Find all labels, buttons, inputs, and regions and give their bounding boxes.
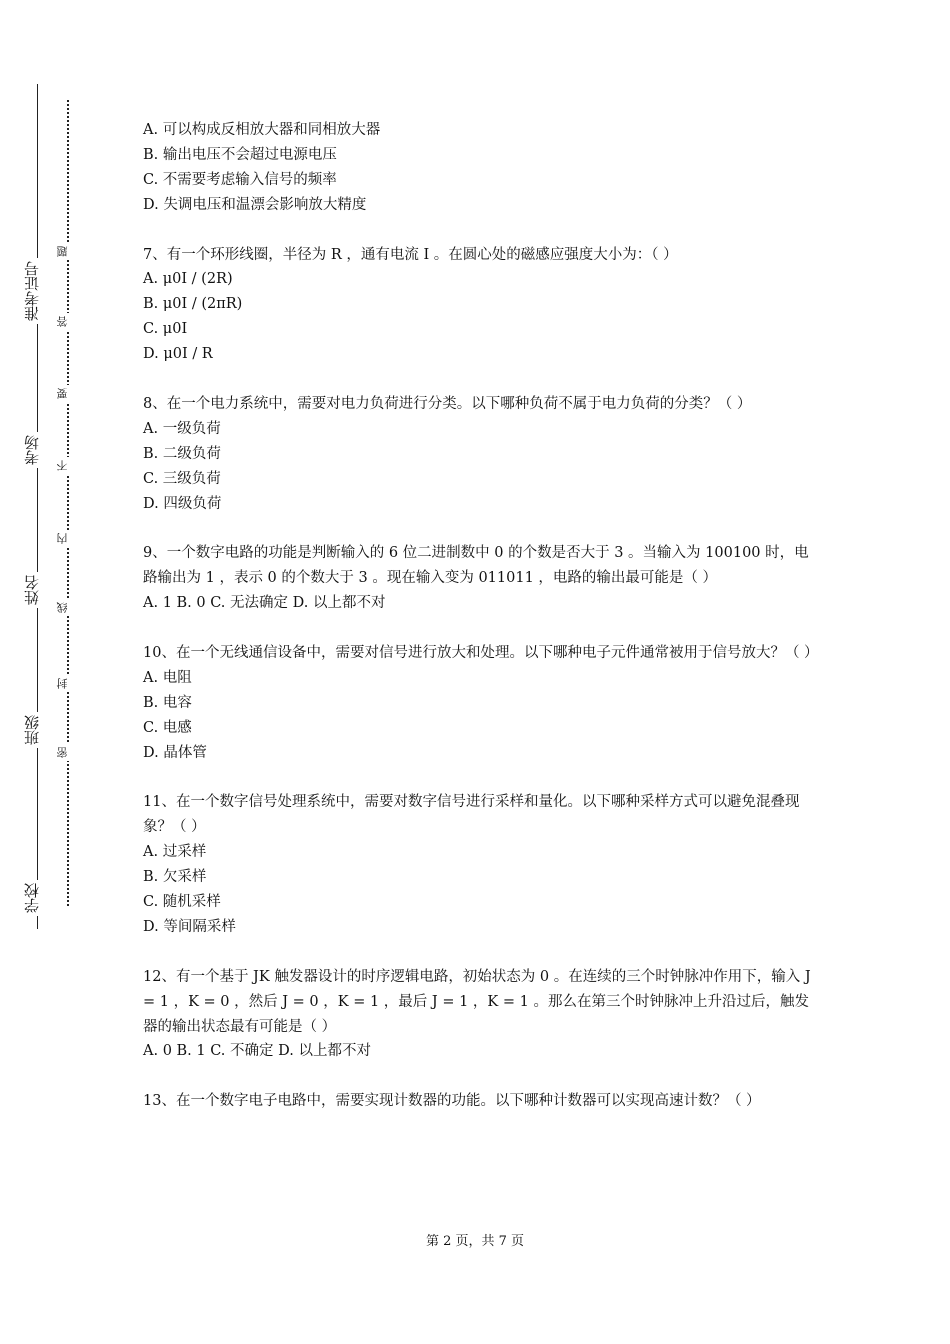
question-9 xyxy=(143,541,815,616)
question-8 xyxy=(143,392,815,517)
option: C. μ0I xyxy=(143,321,188,338)
question-block-6-options xyxy=(143,118,815,218)
question-stem: 12、有一个基于 JK 触发器设计的时序逻辑电路，初始状态为 0 。在连续的三个时钟脉冲作用下，输入 J = 1 ，K = 0 ，然后 J = 0 ，K = 1 ，最后 J = 1 ，K = 1 。那么在第三个时钟脉冲上升沿过后，触发器的输出状态最有可能是（ ） xyxy=(143,968,811,1035)
option: A. 过采样 xyxy=(143,844,207,861)
question-7 xyxy=(143,243,815,368)
option: D. μ0I / R xyxy=(143,346,213,363)
question-stem: 8、在一个电力系统中，需要对电力负荷进行分类。以下哪种负荷不属于电力负荷的分类？（ ） xyxy=(143,395,752,412)
seal-dotted-line xyxy=(67,100,69,906)
question-stem: 7、有一个环形线圈，半径为 R ，通有电流 I 。在圆心处的磁感应强度大小为：（ ） xyxy=(143,246,678,263)
option: A. 一级负荷 xyxy=(143,420,221,437)
field-class: 班级 xyxy=(24,712,50,748)
option: D. 晶体管 xyxy=(143,744,207,761)
option: C. 电感 xyxy=(143,719,192,736)
question-stem: 11、在一个数字信号处理系统中，需要对数字信号进行采样和量化。以下哪种采样方式可以避免混叠现象？（ ） xyxy=(143,794,800,836)
question-stem: 9、一个数字电路的功能是判断输入的 6 位二进制数中 0 的个数是否大于 3 。当输入为 100100 时，电路输出为 1 ，表示 0 的个数大于 3 。现在输入变为 011011 ，电路的输出最可能是（ ） xyxy=(143,545,809,587)
option: A. 电阻 xyxy=(143,669,192,686)
option: B. 输出电压不会超过电源电压 xyxy=(143,146,337,163)
field-exam-room: 考场 xyxy=(24,432,50,468)
seal-char: 封 xyxy=(57,675,77,692)
field-name: 姓名 xyxy=(24,572,50,608)
question-content xyxy=(143,118,819,1114)
option: B. 二级负荷 xyxy=(143,445,221,462)
option: D. 失调电压和温漂会影响放大精度 xyxy=(143,196,367,213)
seal-char: 内 xyxy=(57,530,77,547)
option: B. 电容 xyxy=(143,694,192,711)
option: A. 0 B. 1 C. 不确定 D. 以上都不对 xyxy=(143,1043,371,1060)
seal-char: 密 xyxy=(57,744,77,761)
option: A. 1 B. 0 C. 无法确定 D. 以上都不对 xyxy=(143,595,386,612)
option: C. 随机采样 xyxy=(143,894,221,911)
seal-char: 要 xyxy=(57,385,77,402)
question-11 xyxy=(143,790,815,939)
option: B. μ0I / (2πR) xyxy=(143,296,243,313)
option: C. 不需要考虑输入信号的频率 xyxy=(143,171,337,188)
option: D. 四级负荷 xyxy=(143,495,222,512)
question-stem: 13、在一个数字电子电路中，需要实现计数器的功能。以下哪种计数器可以实现高速计数？（ ） xyxy=(143,1093,761,1110)
seal-char: 题 xyxy=(57,243,77,260)
question-12 xyxy=(143,965,815,1065)
seal-char: 答 xyxy=(57,313,77,330)
field-school: 学校 xyxy=(24,880,50,916)
page-footer: 第 2 页，共 7 页 xyxy=(425,1234,525,1249)
option: A. μ0I / (2R) xyxy=(143,271,233,288)
question-stem: 10、在一个无线通信设备中，需要对信号进行放大和处理。以下哪种电子元件通常被用于信号放大？（ ） xyxy=(143,644,819,661)
question-13 xyxy=(143,1089,815,1114)
question-10 xyxy=(143,641,819,766)
option: D. 等间隔采样 xyxy=(143,918,236,935)
binding-solid-line xyxy=(37,84,38,929)
option: C. 三级负荷 xyxy=(143,470,221,487)
option: B. 欠采样 xyxy=(143,869,207,886)
binding-margin xyxy=(0,0,110,1344)
seal-char: 线 xyxy=(57,599,77,616)
option: A. 可以构成反相放大器和同相放大器 xyxy=(143,122,381,138)
seal-char: 不 xyxy=(57,457,77,474)
field-exam-number: 准考证号 xyxy=(24,258,50,324)
